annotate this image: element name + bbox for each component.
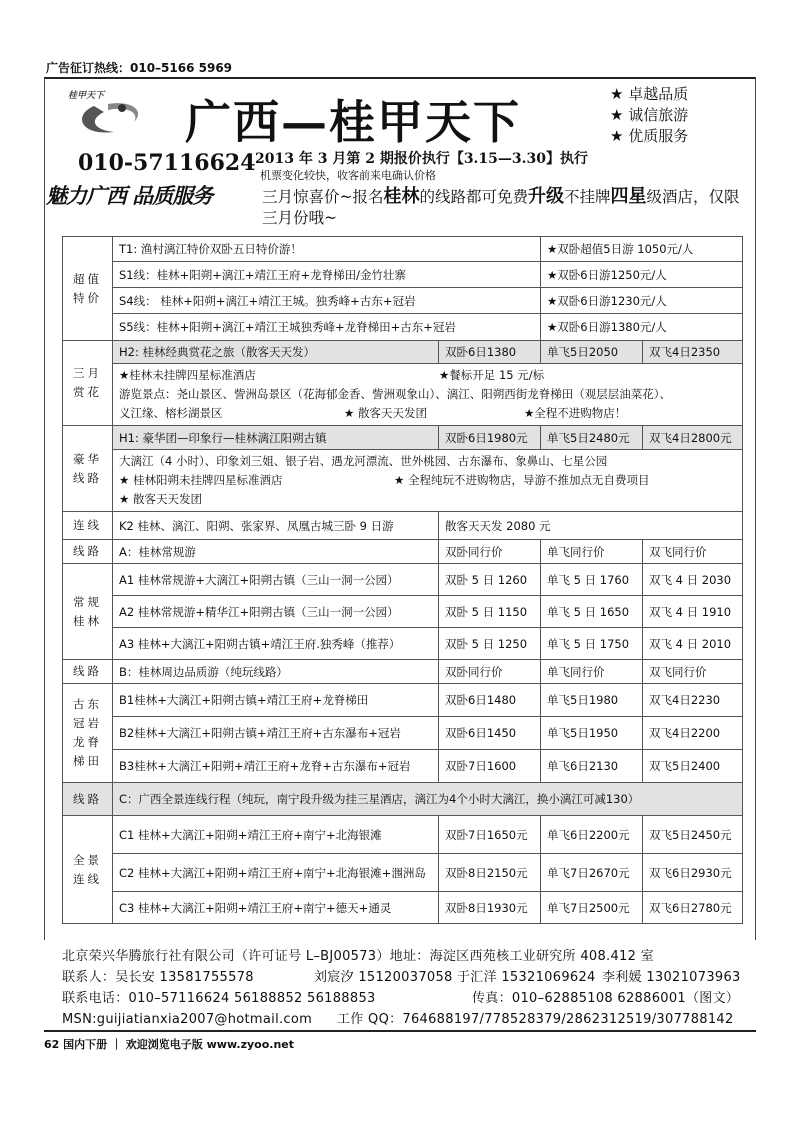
bottom-divider <box>44 1030 756 1032</box>
table-row <box>63 262 743 288</box>
desc-item: ★ 散客天天发团 <box>344 406 427 420</box>
table-row <box>63 892 743 924</box>
price-cell: 单飞5日2050 <box>541 341 643 364</box>
contact-person: 李利媛 13021073963 <box>602 970 741 985</box>
category-cell: 豪华线路 <box>63 426 113 512</box>
category-cell: 连线 <box>63 512 113 540</box>
price-cell: 双卧6日1380 <box>439 341 541 364</box>
table-row <box>63 783 743 816</box>
route-cell: C1 桂林+大漓江+阳朔+靖江王府+南宁+北海银滩 <box>113 816 439 854</box>
route-cell: S4线： 桂林+阳朔+漓江+靖江王城。独秀峰+古东+冠岩 <box>113 288 541 314</box>
route-cell: S1线：桂林+阳朔+漓江+靖江王府+龙脊梯田/金竹壮寨 <box>113 262 541 288</box>
route-cell: H1: 豪华团—印象行—桂林漓江阳朔古镇 <box>113 426 439 450</box>
contact-person: 联系人：吴长安 13581755578 <box>62 970 254 985</box>
promo-text-2: 的线路都可免费 <box>419 188 529 206</box>
table-row <box>63 854 743 892</box>
head-label: 线路 <box>63 540 113 564</box>
price-cell: 双飞 4 日 2010 <box>643 628 743 660</box>
column-header: 双卧同行价 <box>439 660 541 684</box>
table-row <box>63 596 743 628</box>
price-cell: ★双卧6日游1250元/人 <box>541 262 743 288</box>
company-logo <box>64 86 156 142</box>
category-cell: 超值特价 <box>63 237 113 341</box>
route-cell: B3桂林+大漓江+阳朔+靖江王府+龙脊+古东瀑布+冠岩 <box>113 750 439 783</box>
slogan-quality: ★ 卓越品质 <box>610 85 689 103</box>
head-title: A：桂林常规游 <box>113 540 439 564</box>
price-cell: 双飞4日2350 <box>643 341 743 364</box>
price-cell: ★双卧超值5日游 1050元/人 <box>541 237 743 262</box>
price-cell: 双飞 4 日 1910 <box>643 596 743 628</box>
description-cell <box>113 450 743 512</box>
price-cell: 单飞 5 日 1650 <box>541 596 643 628</box>
promo-star: 四星 <box>610 186 647 207</box>
footer-contacts <box>62 946 752 1030</box>
table-row <box>63 717 743 750</box>
march-promo <box>262 186 752 229</box>
contact-person: 于汇洋 15321069624 <box>457 970 596 985</box>
table-row <box>63 426 743 450</box>
phone-numbers: 联系电话：010–57116624 56188852 56188853 <box>62 991 376 1006</box>
price-cell: 单飞7日2670元 <box>541 854 643 892</box>
table-row <box>63 750 743 783</box>
head-label: 线路 <box>63 660 113 684</box>
desc-item: ★桂林未挂牌四星标准酒店 <box>119 368 256 382</box>
promo-text-3: 不挂牌 <box>564 188 611 206</box>
online-line <box>62 1009 752 1030</box>
route-cell: K2 桂林、漓江、阳朔、张家界、凤凰古城三卧 9 日游 <box>113 512 439 540</box>
ticket-note: 机票变化较快，收客前来电确认价格 <box>260 169 436 182</box>
desc-item: ★餐标开足 15 元/标 <box>439 368 545 382</box>
slogan-integrity: ★ 诚信旅游 <box>610 106 689 124</box>
price-cell: 单飞6日2130 <box>541 750 643 783</box>
price-cell: 单飞5日1980 <box>541 684 643 717</box>
category-cell: 三月赏花 <box>63 341 113 426</box>
promo-text-4: 级酒店，仅限三月份哦~ <box>262 188 740 227</box>
column-header: 单飞同行价 <box>541 660 643 684</box>
price-cell: 双卧 5 日 1150 <box>439 596 541 628</box>
charm-slogan: 魅力广西 品质服务 <box>46 184 213 208</box>
price-cell: 双卧8日2150元 <box>439 854 541 892</box>
table-row <box>63 684 743 717</box>
column-header: 双飞同行价 <box>643 540 743 564</box>
head-label: 线路 <box>63 783 113 816</box>
desc-item: 大漓江（4 小时）、印象刘三姐、银子岩、遇龙河漂流、世外桃园、古东瀑布、象鼻山、七星公园 <box>119 454 608 468</box>
price-cell: 双卧6日1450 <box>439 717 541 750</box>
price-table <box>62 236 743 924</box>
price-cell: 双卧7日1600 <box>439 750 541 783</box>
desc-item: 义江缘、榕杉湖景区 <box>119 406 223 420</box>
price-cell: 单飞7日2500元 <box>541 892 643 924</box>
price-cell: 双卧 5 日 1260 <box>439 564 541 596</box>
price-cell: 双飞5日2400 <box>643 750 743 783</box>
promo-text-1: 三月惊喜价~报名 <box>262 188 384 206</box>
price-cell: 单飞6日2200元 <box>541 816 643 854</box>
column-header: 双飞同行价 <box>643 660 743 684</box>
route-cell: S5线：桂林+阳朔+漓江+靖江王城独秀峰+龙脊梯田+古东+冠岩 <box>113 314 541 341</box>
msn-address: MSN:guijiatianxia2007@hotmail.com <box>62 1012 313 1027</box>
route-cell: A2 桂林常规游+精华江+阳朔古镇（三山一洞一公园） <box>113 596 439 628</box>
route-cell: C2 桂林+大漓江+阳朔+靖江王府+南宁+北海银滩+涠洲岛 <box>113 854 439 892</box>
promo-city: 桂林 <box>383 186 420 207</box>
page-footer: 62 国内下册 ｜ 欢迎浏览电子版 www.zyoo.net <box>44 1038 295 1051</box>
column-header: 单飞同行价 <box>541 540 643 564</box>
route-cell: B1桂林+大漓江+阳朔古镇+靖江王府+龙脊梯田 <box>113 684 439 717</box>
price-cell: 双飞4日2200 <box>643 717 743 750</box>
slogan-service: ★ 优质服务 <box>610 127 689 145</box>
price-cell: ★双卧6日游1230元/人 <box>541 288 743 314</box>
ad-hotline: 广告征订热线：010–5166 5969 <box>46 61 233 75</box>
table-row <box>63 341 743 364</box>
table-row <box>63 237 743 262</box>
table-row <box>63 450 743 512</box>
page-title: 广西—桂甲天下 <box>185 95 521 149</box>
desc-item: ★全程不进购物店！ <box>524 406 627 420</box>
price-cell: 双飞4日2230 <box>643 684 743 717</box>
price-cell: 双卧6日1980元 <box>439 426 541 450</box>
price-cell: 单飞 5 日 1760 <box>541 564 643 596</box>
head-title: C：广西全景连线行程（纯玩，南宁段升级为挂三星酒店，漓江为4个小时大漓江，换小漓江可减130） <box>113 783 743 816</box>
desc-item: ★ 桂林阳朔未挂牌四星标准酒店 <box>119 473 283 487</box>
logo-text: 桂甲天下 <box>68 91 105 101</box>
price-cell: 双卧8日1930元 <box>439 892 541 924</box>
route-cell: C3 桂林+大漓江+阳朔+靖江王府+南宁+德天+通灵 <box>113 892 439 924</box>
price-cell: 单飞5日1950 <box>541 717 643 750</box>
table-row <box>63 512 743 540</box>
contact-person: 刘宸汐 15120037058 <box>314 970 453 985</box>
price-cell: 双飞5日2450元 <box>643 816 743 854</box>
price-cell: 双飞6日2780元 <box>643 892 743 924</box>
contacts-line <box>62 967 752 988</box>
price-cell: 双飞4日2800元 <box>643 426 743 450</box>
desc-item: 游览景点：尧山景区、訾洲岛景区（花海郁金香、訾洲观象山）、漓江、阳朔西街龙脊梯田（观层层油菜花）、 <box>119 387 671 401</box>
price-cell: 单飞5日2480元 <box>541 426 643 450</box>
contact-phone: 010-57116624 <box>78 150 256 176</box>
table-row <box>63 288 743 314</box>
price-period: 2013 年 3 月第 2 期报价执行【3.15—3.30】执行 <box>255 151 589 167</box>
head-title: B：桂林周边品质游（纯玩线路） <box>113 660 439 684</box>
route-cell: B2桂林+大漓江+阳朔古镇+靖江王府+古东瀑布+冠岩 <box>113 717 439 750</box>
category-cell: 全景连线 <box>63 816 113 924</box>
price-cell: 双飞6日2930元 <box>643 854 743 892</box>
table-row <box>63 628 743 660</box>
price-cell: 散客天天发 2080 元 <box>439 512 743 540</box>
route-cell: H2: 桂林经典赏花之旅（散客天天发） <box>113 341 439 364</box>
phone-line <box>62 988 752 1009</box>
price-cell: 双卧6日1480 <box>439 684 541 717</box>
desc-item: ★ 全程纯玩不进购物店，导游不推加点无自费项目 <box>394 473 650 487</box>
table-row <box>63 364 743 426</box>
price-cell: 双卧7日1650元 <box>439 816 541 854</box>
price-cell: ★双卧6日游1380元/人 <box>541 314 743 341</box>
route-cell: T1: 渔村漓江特价双卧五日特价游！ <box>113 237 541 262</box>
category-cell: 古东冠岩龙脊梯田 <box>63 684 113 783</box>
table-row <box>63 314 743 341</box>
slogan-list <box>610 84 688 147</box>
category-cell: 常规桂林 <box>63 564 113 660</box>
table-row <box>63 564 743 596</box>
price-cell: 双飞 4 日 2030 <box>643 564 743 596</box>
table-row <box>63 660 743 684</box>
fax-numbers: 传真：010–62885108 62886001（图文） <box>472 991 740 1006</box>
table-row <box>63 540 743 564</box>
price-cell: 单飞 5 日 1750 <box>541 628 643 660</box>
desc-item: ★ 散客天天发团 <box>119 492 202 506</box>
route-cell: A3 桂林+大漓江+阳朔古镇+靖江王府.独秀峰（推荐） <box>113 628 439 660</box>
table-row <box>63 816 743 854</box>
description-cell <box>113 364 743 426</box>
promo-upgrade: 升级 <box>528 186 565 207</box>
price-cell: 双卧 5 日 1250 <box>439 628 541 660</box>
company-line: 北京荣兴华腾旅行社有限公司（许可证号 L–BJ00573）地址：海淀区西苑核工业研究所 408.412 室 <box>62 949 654 964</box>
route-cell: A1 桂林常规游+大漓江+阳朔古镇（三山一洞一公园） <box>113 564 439 596</box>
qq-numbers: 工作 QQ：764688197/778528379/2862312519/307788142 <box>337 1012 734 1027</box>
column-header: 双卧同行价 <box>439 540 541 564</box>
